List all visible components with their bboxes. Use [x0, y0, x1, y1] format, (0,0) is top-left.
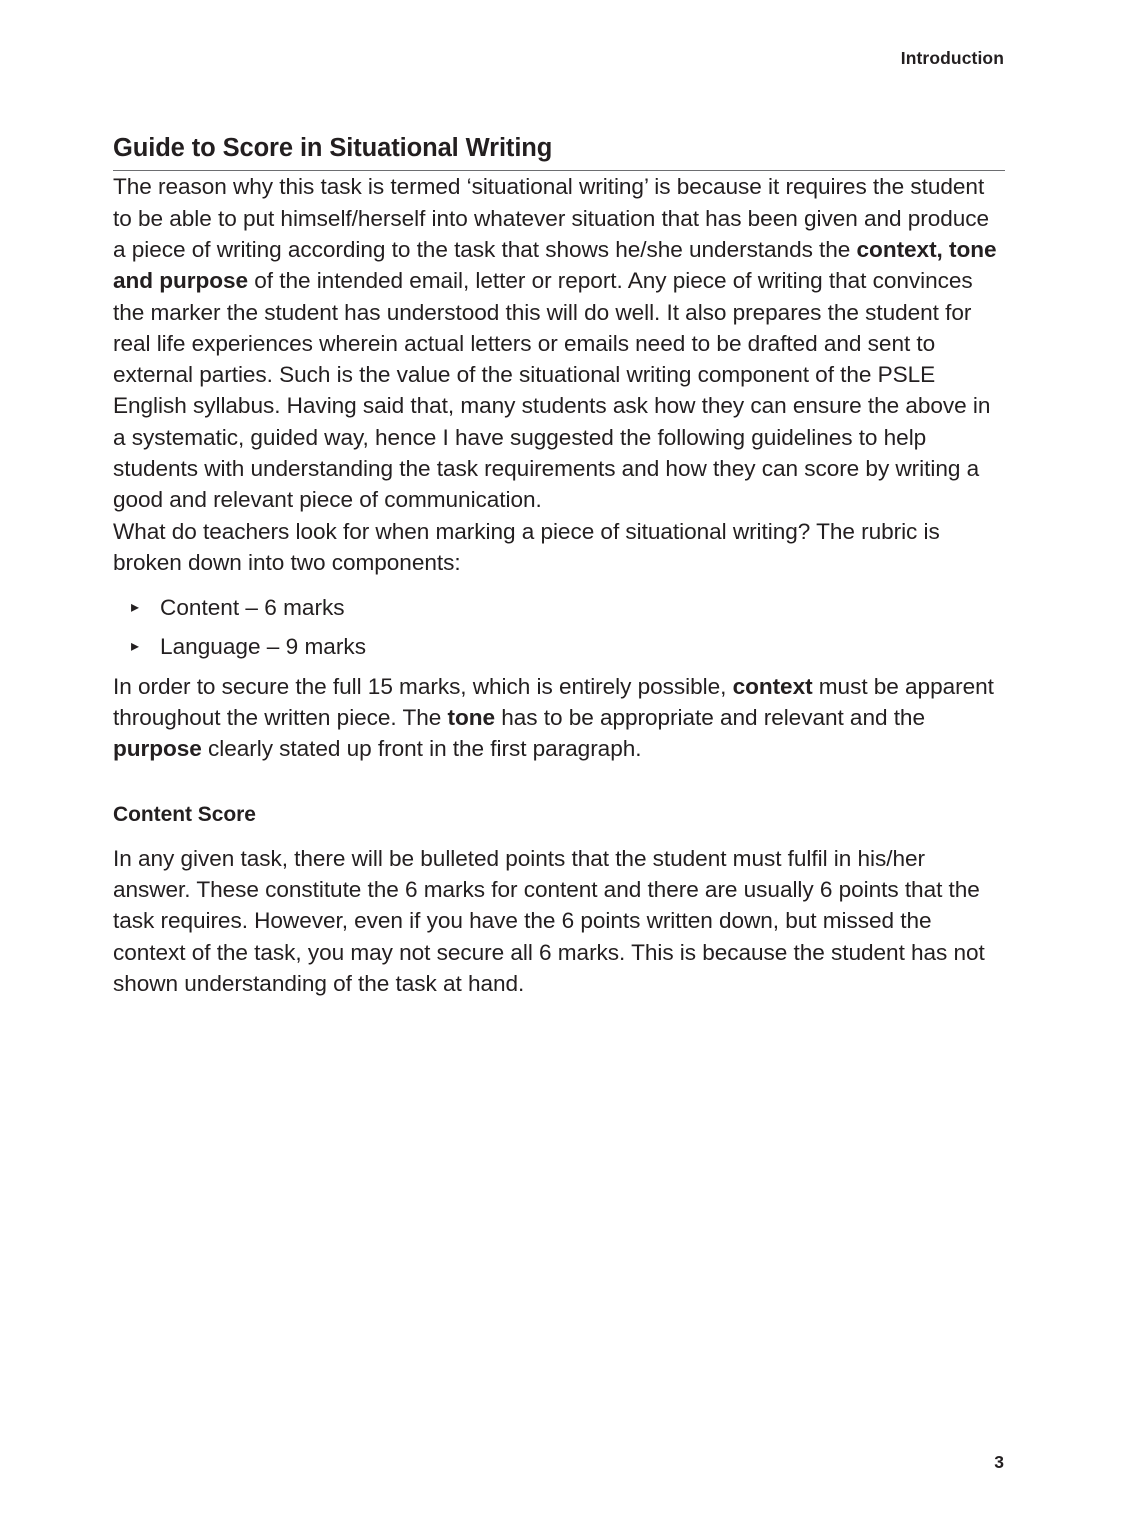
list-item-label: Content – 6 marks	[160, 595, 345, 621]
rubric-component-list	[113, 592, 1005, 663]
list-item	[113, 592, 1005, 623]
list-item	[113, 631, 1005, 662]
paragraph-marks	[113, 671, 1005, 765]
paragraph-marks-text-2: must be apparent throughout the written piece. The	[113, 673, 994, 731]
section-subtitle: Content Score	[113, 802, 256, 826]
page-title: Guide to Score in Situational Writing	[113, 134, 1005, 171]
paragraph-marks-text-4: clearly stated up front in the first paragraph.	[201, 736, 642, 762]
paragraph-marks-emphasis-purpose: purpose	[113, 736, 202, 762]
paragraph-intro	[113, 171, 1005, 515]
running-header: Introduction	[900, 48, 1004, 68]
paragraph-marks-emphasis-tone: tone	[447, 705, 495, 731]
page-number: 3	[994, 1452, 1004, 1472]
paragraph-marks-emphasis-context: context	[732, 673, 813, 699]
paragraph-intro-text-1: The reason why this task is termed ‘situational writing’ is because it requires the student to be able to put himself/herself into whatever situation that has been given and produce a piece of writing according to the task that shows he/she understands the	[113, 174, 990, 262]
paragraph-content-score: In any given task, there will be bulleted points that the student must fulfil in his/her answer. These constitute the 6 marks for content and there are usually 6 points that the task requires. However, even if you have the 6 points written down, but missed the context of the task, you may not secure all 6 marks. This is because the student has not shown understanding of the task at hand.	[113, 845, 985, 996]
paragraph-rubric: What do teachers look for when marking a piece of situational writing? The rubric is broken down into two components:	[113, 518, 940, 575]
triangle-bullet-icon: ▸	[131, 599, 140, 617]
page-content	[113, 134, 1005, 999]
paragraph-marks-text-3: has to be appropriate and relevant and the	[495, 705, 925, 731]
list-item-label: Language – 9 marks	[160, 634, 366, 660]
triangle-bullet-icon: ▸	[131, 638, 140, 656]
paragraph-marks-text-1: In order to secure the full 15 marks, which is entirely possible,	[113, 673, 733, 699]
paragraph-intro-text-2: of the intended email, letter or report. Any piece of writing that convinces the marker the student has understood this will do well. It also prepares the student for real life experiences wherein actual letters or emails need to be drafted and sent to external parties. Such is the value of the situational writing component of the PSLE English syllabus. Having said that, many students ask how they can ensure the above in a systematic, guided way, hence I have suggested the following guidelines to help students with understanding the task requirements and how they can score by writing a good and relevant piece of communication.	[113, 268, 991, 513]
paragraph-intro-emphasis-1: context, tone and purpose	[113, 236, 997, 294]
